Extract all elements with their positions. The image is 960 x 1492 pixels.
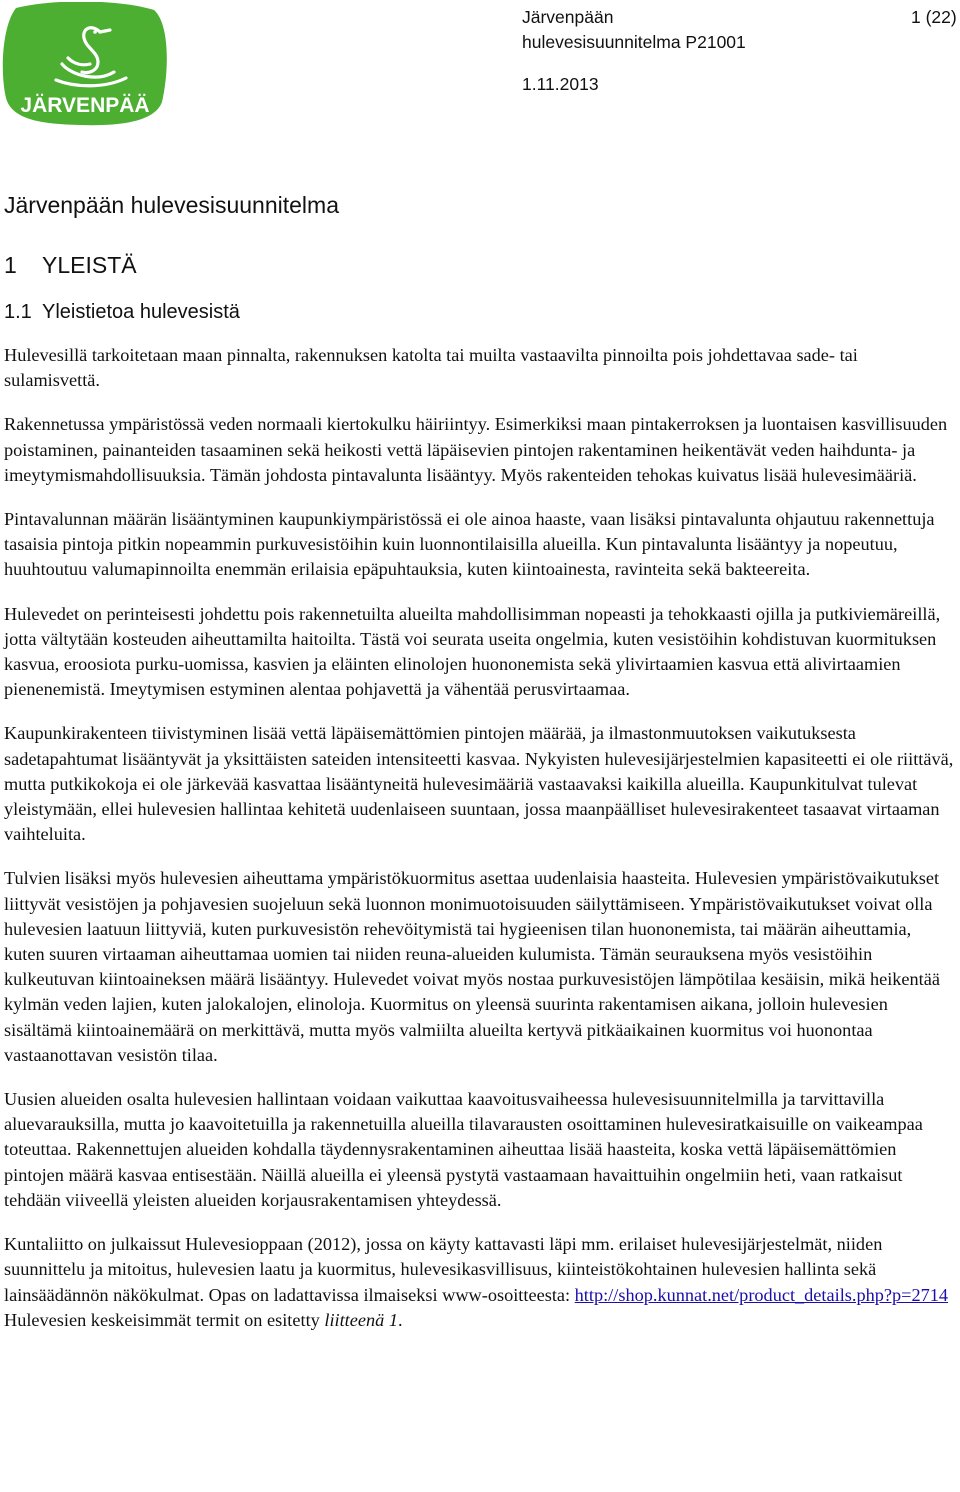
paragraph: Rakennetussa ympäristössä veden normaali kiertokulku häiriintyy. Esimerkiksi maan pintakerroksen ja luontaisen kasvillisuuden poistaminen, painanteiden tasaaminen sekä heikosti vettä läpäisevien pintojen rakentaminen heikentävät veden haihdunta- ja imeytymismahdollisuuksia. Tämän johdosta pintavalunta lisääntyy. Myös rakenteiden tehokas kuivatus lisää hulevesimääriä. <box>4 414 948 485</box>
note-suffix: . <box>397 1309 403 1330</box>
paragraph-text: Kuntaliitto on julkaissut Hulevesioppaan (2012), jossa on käyty kattavasti läpi mm. erilaiset hulevesijärjestelmät, niiden suunnittelu ja mitoitus, hulevesien laatu ja kuormitus, hulevesikasvillisuus, kiinteistökohtainen hulevesien hallinta sekä lainsäädännön näkökulmat. Opas on ladattavissa ilmaiseksi www-osoitteesta: <box>4 1234 883 1305</box>
paragraph: Uusien alueiden osalta hulevesien hallintaan voidaan vaikuttaa kaavoitusvaiheessa hulevesisuunnitelmilla ja tarvittavilla aluevarauksilla, mutta jo kaavoitetuilla ja rakennetuilla alueilla tilavarausten osoittaminen hulevesiratkaisuille on vaikeampaa toteuttaa. Rakennettujen alueiden kohdalla täydennysrakentaminen aiheuttaa lisää haasteita, koska vettä läpäisemättömien pintojen määrä kasvaa entisestään. Näillä alueilla ei yleensä pystytä vastaamaan havaittuihin ongelmiin heti, vaan ratkaisut tehdään viiveellä yleisten alueiden korjausrakentamisen yhteydessä. <box>4 1089 923 1210</box>
document-title: Järvenpään hulevesisuunnitelma <box>4 192 339 218</box>
appendix-reference: liitteenä 1 <box>324 1309 398 1330</box>
swan-logo-icon <box>2 2 168 126</box>
page-number: 1 (22) <box>911 7 957 27</box>
logo-wordmark: JÄRVENPÄÄ <box>20 94 150 117</box>
paragraph: Tulvien lisäksi myös hulevesien aiheuttama ympäristökuormitus asettaa uudenlaisia haasteita. Hulevesien ympäristövaikutukset liittyvät vesistöjen ja pohjavesien suojeluun sekä luonnon monimuotoisuuden säilyttämiseen. Ympäristövaikutukset voivat olla hulevesien laatuun liittyviä, kuten purkuvesistön rehevöitymistä tai hygieenisen tilan huononemista, tai määrän aiheuttamia, kuten suuren virtaaman aiheuttamaa uomien tai niiden reuna-alueiden kulumista. Tämän seurauksena myös vesistöihin kulkeutuvan kiintoaineksen määrä lisääntyy. Hulevedet voivat myös nostaa purkuvesistöjen lämpötilaa kesäisin, mikä heikentää kylmän veden lajien, kuten jalokalojen, elinoloja. Kuormitus on yleensä suurinta rakentamisen aikana, jolloin hulevesien sisältämä kiintoainemäärä on merkittävä, mutta myös valmiilta alueilta kertyvä pitkäaikainen kuormitus voi huonontaa vastaanottavan vesistön tilaa. <box>4 868 940 1065</box>
paragraph-with-link <box>4 1232 956 1308</box>
body-text <box>4 343 956 1333</box>
jarvenpaa-logo <box>2 2 168 126</box>
note-prefix: Hulevesien keskeisimmät termit on esitetty <box>4 1309 325 1330</box>
document-header <box>522 5 746 55</box>
paragraph: Hulevesillä tarkoitetaan maan pinnalta, rakennuksen katolta tai muilta vastaavilta pinnoilta pois johdettavaa sade- tai sulamisvettä. <box>4 345 858 391</box>
header-date: 1.11.2013 <box>522 74 599 94</box>
subsection-number: 1.1 <box>4 301 32 323</box>
subsection-label: Yleistietoa hulevesistä <box>42 301 240 323</box>
subsection-heading <box>4 298 240 326</box>
section-heading <box>4 250 137 280</box>
paragraph: Kaupunkirakenteen tiivistyminen lisää vettä läpäisemättömien pintojen määrää, ja ilmastonmuutoksen vaikutuksesta sadetapahtumat lisääntyvät ja yksittäisten sateiden intensiteetti kasvaa. Nykyisten hulevesijärjestelmien kapasiteetti ei ole riittävä, mutta putkikokoja ei ole järkevää kasvattaa lisääntyneitä hulevesimääriä vastaavaksi kaikilla alueilla. Kaupunkitulvat tulevat yleistymään, ellei hulevesien hallintaa kehitetä uudenlaiseen suuntaan, jossa maanpäälliset hulevesirakenteet tasaavat virtaaman vaihteluita. <box>4 723 954 845</box>
section-number: 1 <box>4 252 17 278</box>
opas-download-link[interactable]: http://shop.kunnat.net/product_details.php?p=2714 <box>574 1284 949 1305</box>
header-doc-name: Järvenpään <box>522 7 614 27</box>
paragraph: Pintavalunnan määrän lisääntyminen kaupunkiympäristössä ei ole ainoa haaste, vaan lisäksi pintavalunta ohjautuu rakennettuja tasaisia pintoja pitkin nopeammin purkuvesistöihin kuin luonnontilaisilla alueilla. Kun pintavalunta lisääntyy ja nopeutuu, huuhtoutuu valumapinnoilta enemmän erilaisia epäpuhtauksia, kuten kiintoainesta, ravinteita sekä bakteereita. <box>4 509 935 580</box>
header-doc-code: hulevesisuunnitelma P21001 <box>522 32 746 52</box>
paragraph: Hulevedet on perinteisesti johdettu pois rakennetuilta alueilta mahdollisimman nopeasti ja tehokkaasti ojilla ja putkiviemäreillä, jotta vältytään kosteuden aiheuttamilta haitoilta. Tästä voi seurata useita ongelmia, kuten vesistöihin kohdistuvan kuormituksen kasvua, eroosiota purku-uomissa, kasvien ja eläinten elinolojen huononemista sekä ylivirtaamien kasvua että alivirtaamien pienenemistä. Imeytymisen estyminen alentaa pohjavettä ja vähentää perusvirtaamaa. <box>4 603 941 700</box>
section-label: YLEISTÄ <box>42 252 137 278</box>
appendix-note <box>4 1308 956 1333</box>
